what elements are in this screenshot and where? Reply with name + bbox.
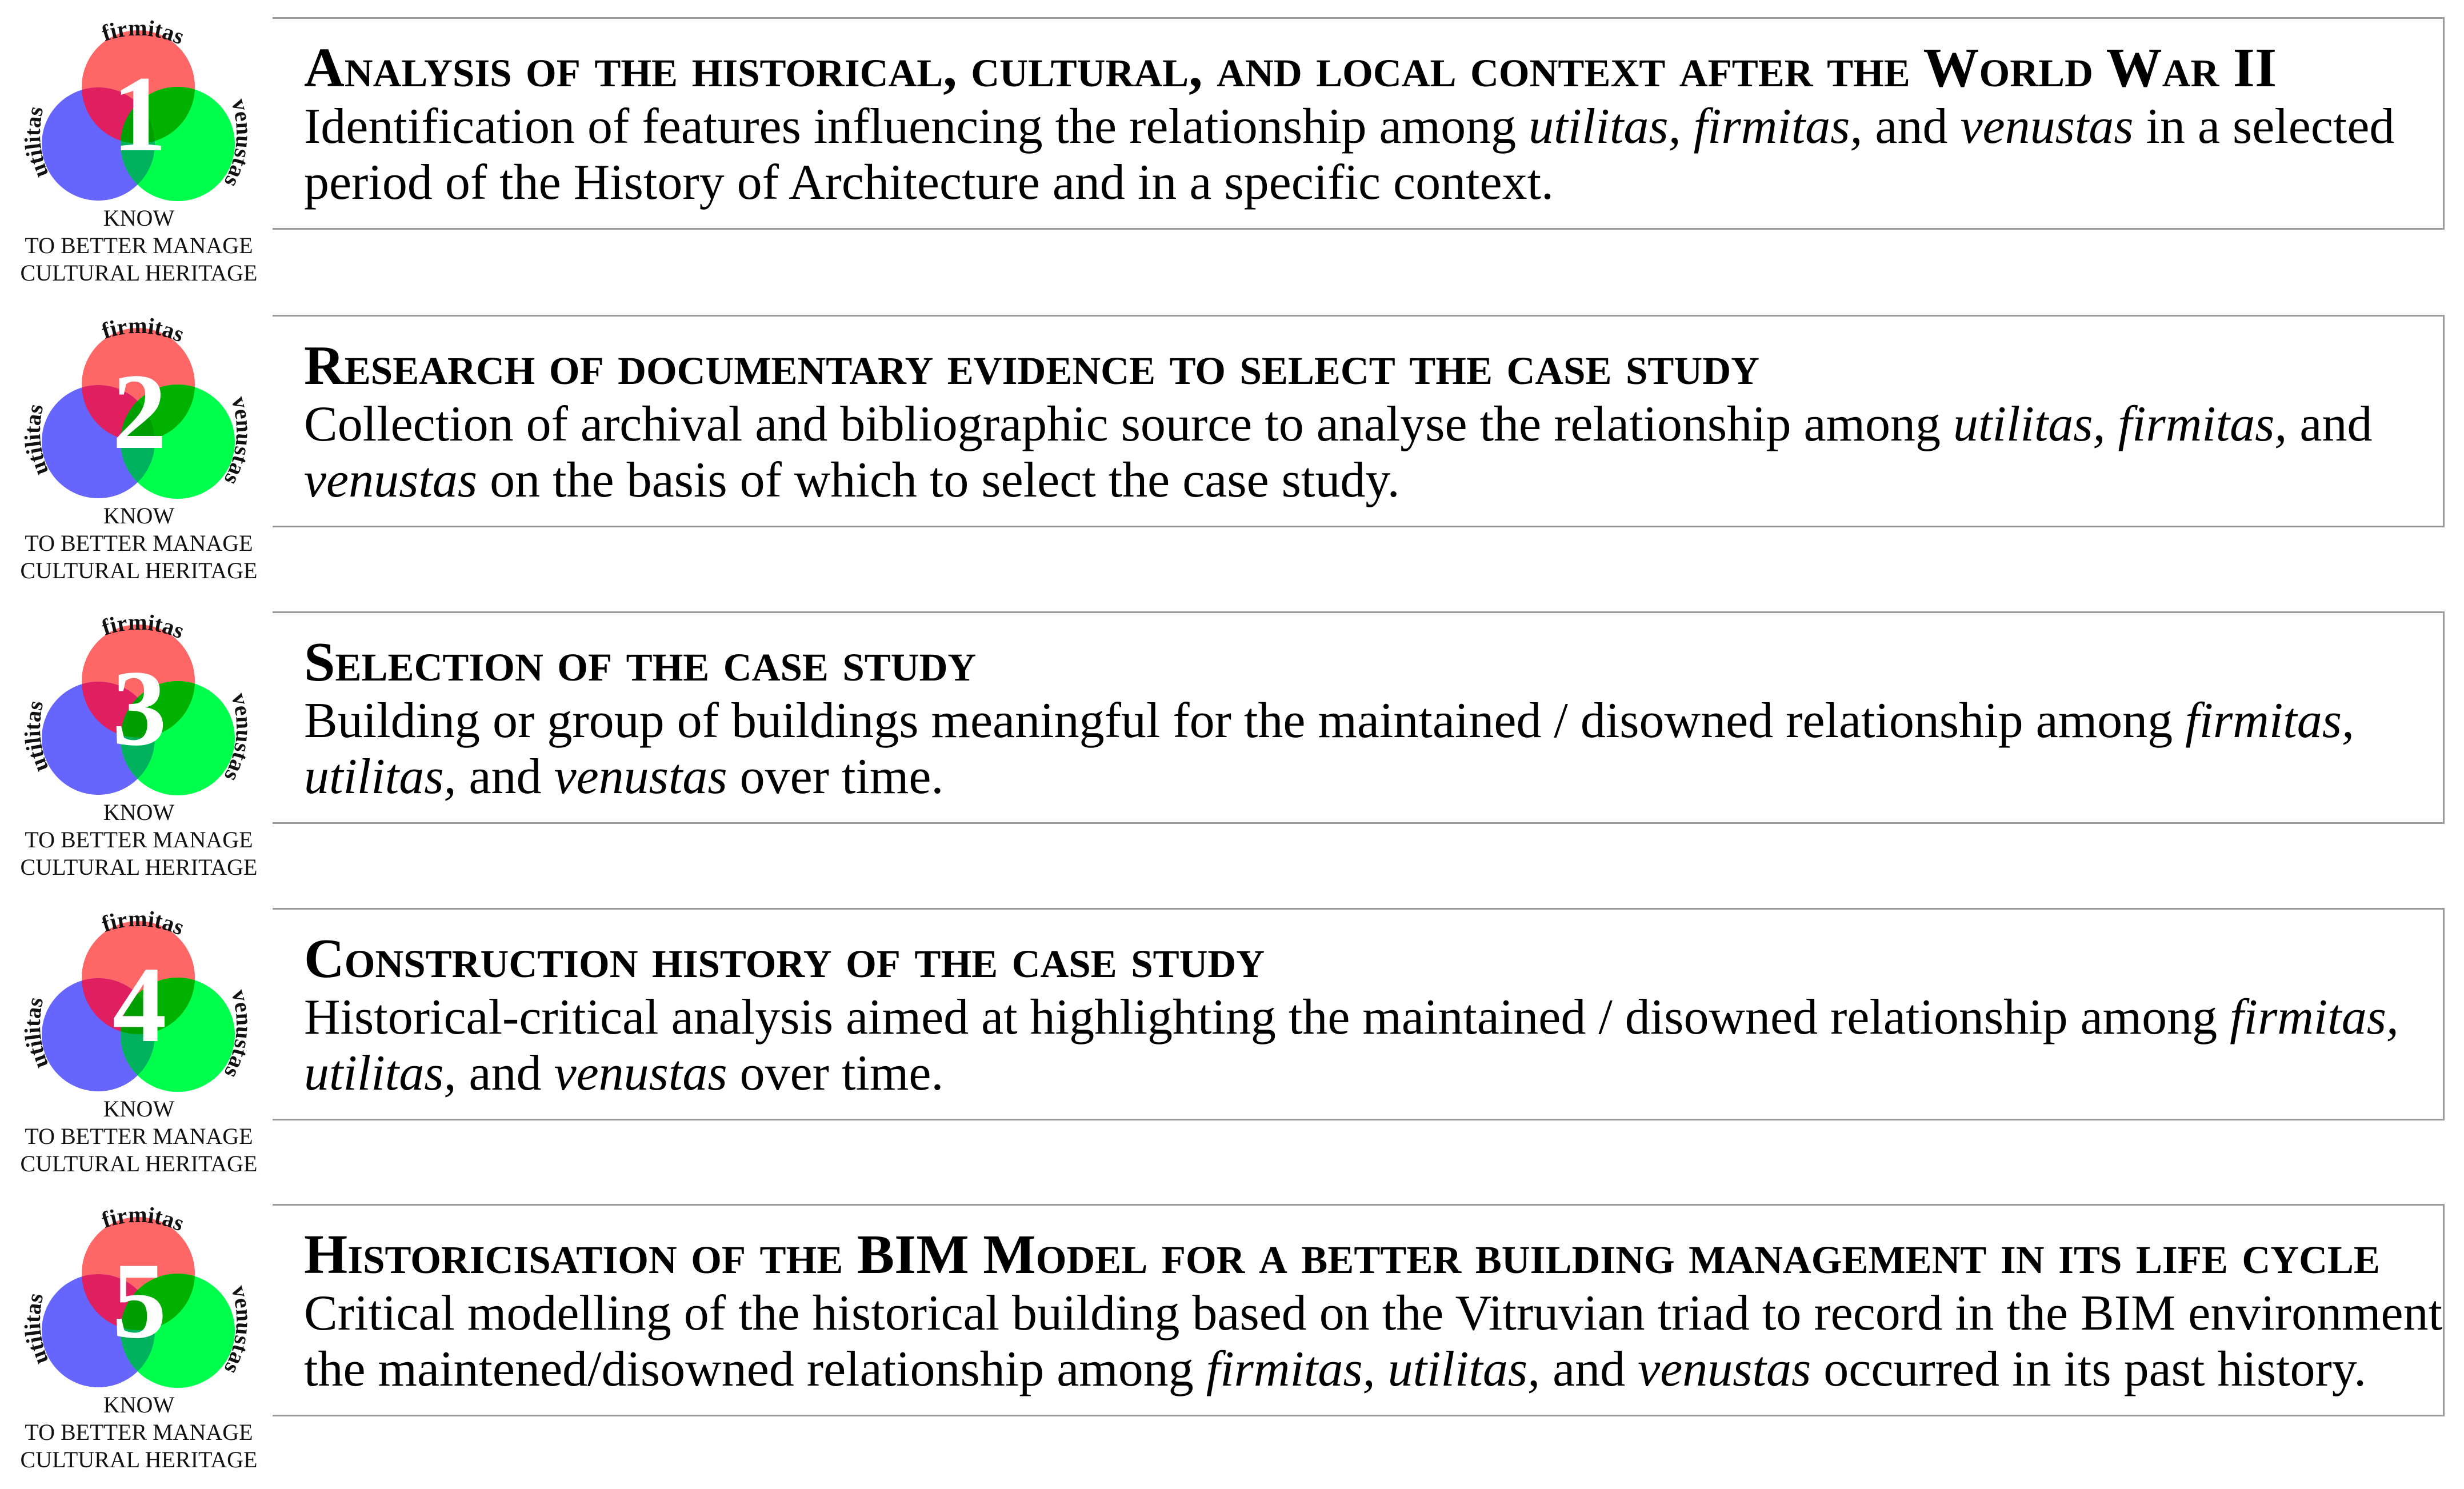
- step-description-line-2: [304, 1048, 943, 1099]
- step-description-line-2: [304, 455, 1400, 506]
- venn-diagram-icon: [0, 1187, 274, 1484]
- step-description-line-2: [304, 1344, 2366, 1395]
- text-segment: Historical-critical analysis aimed at highlighting the maintained / disowned relationship among: [304, 990, 2230, 1045]
- step-title: Analysis of the historical, cultural, and local context after the World War II: [304, 37, 2277, 99]
- venn-diagram-icon: [0, 891, 274, 1188]
- firmitas-arc-label: firmitas: [98, 609, 189, 644]
- step-description-line-2: [304, 749, 944, 804]
- vitruvian-triad-icon: [0, 1187, 274, 1484]
- text-segment: Collection of archival and bibliographic source to analyse the relationship among: [304, 397, 1954, 452]
- caption-know: KNOW: [103, 1392, 175, 1418]
- text-segment: [1375, 1342, 1388, 1397]
- caption-to-better-manage: TO BETTER MANAGE: [25, 530, 253, 556]
- italic-term: venustas: [554, 1046, 727, 1101]
- text-segment: and: [456, 1046, 554, 1101]
- text-segment: and: [1540, 1342, 1638, 1397]
- caption-cultural-heritage: CULTURAL HERITAGE: [20, 260, 258, 286]
- italic-term: venustas: [1960, 99, 2134, 154]
- caption-to-better-manage: TO BETTER MANAGE: [25, 827, 253, 852]
- step-title: Selection of the case study: [304, 631, 977, 693]
- step-title: Historicisation of the BIM Model for a better building management in its life cycle: [304, 1224, 2380, 1286]
- italic-term: firmitas,: [2118, 397, 2287, 452]
- italic-term: firmitas,: [1693, 99, 1863, 154]
- italic-term: venustas: [1638, 1342, 1811, 1397]
- firmitas-arc-label: firmitas: [98, 312, 189, 347]
- text-segment: on the basis of which to select the case study.: [477, 453, 1400, 508]
- step-number: 3: [112, 649, 167, 768]
- text-segment: and: [2287, 397, 2373, 452]
- text-segment: over time.: [727, 1046, 944, 1101]
- italic-term: firmitas,: [1206, 1342, 1375, 1397]
- text-segment: and: [456, 749, 554, 804]
- venustas-arc-label: venustas: [219, 1282, 258, 1379]
- vitruvian-triad-icon: [0, 298, 274, 595]
- text-segment: period of the History of Architecture and in a specific context.: [304, 155, 1554, 210]
- text-segment: in a selected: [2133, 99, 2395, 154]
- utilitas-arc-label: utilitas: [19, 994, 54, 1072]
- caption-know: KNOW: [103, 503, 175, 529]
- caption-cultural-heritage: CULTURAL HERITAGE: [20, 558, 258, 583]
- italic-term: venustas: [554, 749, 727, 804]
- step-number: 4: [112, 945, 167, 1065]
- step-description-line-1: [304, 1288, 2442, 1339]
- venustas-arc-label: venustas: [219, 690, 258, 786]
- step-5: [0, 1201, 2464, 1472]
- utilitas-arc-label: utilitas: [19, 1290, 54, 1368]
- italic-term: firmitas,: [2185, 693, 2354, 748]
- step-1: [0, 14, 2464, 286]
- step-title: Research of documentary evidence to select the case study: [304, 335, 1759, 397]
- utilitas-arc-label: utilitas: [19, 698, 54, 776]
- venustas-arc-label: venustas: [219, 393, 258, 490]
- step-description-line-2: [304, 155, 1554, 210]
- italic-term: utilitas,: [1529, 99, 1681, 154]
- venn-diagram-icon: [0, 298, 274, 595]
- caption-to-better-manage: TO BETTER MANAGE: [25, 1123, 253, 1149]
- step-3: [0, 609, 2464, 880]
- text-segment: [2106, 397, 2118, 452]
- caption-know: KNOW: [103, 205, 175, 231]
- caption-cultural-heritage: CULTURAL HERITAGE: [20, 1447, 258, 1472]
- step-number: 2: [112, 352, 167, 472]
- italic-term: firmitas,: [2230, 990, 2399, 1045]
- italic-term: utilitas,: [304, 749, 457, 804]
- utilitas-arc-label: utilitas: [19, 401, 54, 479]
- caption-cultural-heritage: CULTURAL HERITAGE: [20, 1151, 258, 1176]
- italic-term: utilitas,: [1387, 1342, 1541, 1397]
- step-title: Construction history of the case study: [304, 928, 1265, 990]
- firmitas-arc-label: firmitas: [98, 1201, 189, 1236]
- text-segment: Identification of features influencing the relationship among: [304, 99, 1529, 154]
- venn-diagram-icon: [0, 594, 274, 891]
- firmitas-arc-label: firmitas: [98, 905, 189, 940]
- step-description-line-1: [304, 693, 2354, 748]
- step-description-line-1: [304, 399, 2372, 450]
- italic-term: venustas: [304, 453, 478, 508]
- italic-term: utilitas,: [304, 1046, 457, 1101]
- vitruvian-triad-icon: [0, 891, 274, 1188]
- venn-diagram-icon: [0, 0, 274, 297]
- text-segment: over time.: [727, 749, 944, 804]
- venustas-arc-label: venustas: [219, 95, 258, 192]
- text-segment: Critical modelling of the historical building based on the Vitruvian triad to record in the BIM environment: [304, 1286, 2443, 1341]
- vitruvian-triad-icon: [0, 594, 274, 891]
- text-segment: and: [1862, 99, 1961, 154]
- firmitas-arc-label: firmitas: [98, 14, 189, 50]
- caption-to-better-manage: TO BETTER MANAGE: [25, 1419, 253, 1445]
- text-segment: occurred in its past history.: [1811, 1342, 2367, 1397]
- vitruvian-triad-icon: [0, 0, 274, 297]
- italic-term: utilitas,: [1953, 397, 2106, 452]
- step-description-line-1: [304, 99, 2395, 154]
- step-description-line-1: [304, 992, 2399, 1043]
- text-segment: [1681, 99, 1694, 154]
- step-2: [0, 312, 2464, 583]
- caption-know: KNOW: [103, 799, 175, 825]
- step-number: 1: [112, 54, 167, 174]
- text-segment: the maintened/disowned relationship among: [304, 1342, 1206, 1397]
- caption-to-better-manage: TO BETTER MANAGE: [25, 233, 253, 258]
- step-number: 5: [112, 1241, 167, 1361]
- venustas-arc-label: venustas: [219, 986, 258, 1083]
- text-segment: Building or group of buildings meaningful for the maintained / disowned relationship among: [304, 693, 2186, 748]
- utilitas-arc-label: utilitas: [19, 103, 54, 182]
- caption-know: KNOW: [103, 1096, 175, 1122]
- step-4: [0, 905, 2464, 1176]
- caption-cultural-heritage: CULTURAL HERITAGE: [20, 854, 258, 880]
